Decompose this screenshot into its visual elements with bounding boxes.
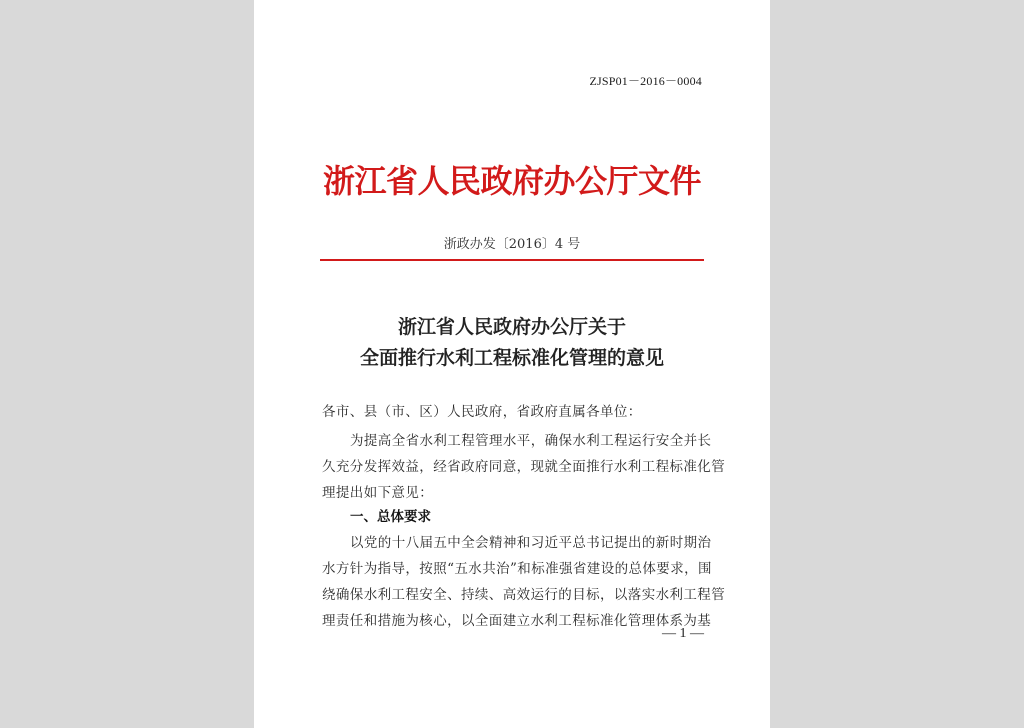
- section-heading: 一、总体要求: [350, 509, 431, 525]
- paragraph-1-line: 久充分发挥效益，经省政府同意，现就全面推行水利工程标准化管: [322, 459, 726, 475]
- document-title-line-1: 浙江省人民政府办公厅关于: [397, 316, 626, 338]
- paragraph-2-line: 水方针为指导，按照“五水共治”和标准强省建设的总体要求，围: [322, 561, 712, 577]
- paragraph-2-line: 理责任和措施为核心，以全面建立水利工程标准化管理体系为基: [322, 613, 712, 629]
- masthead-title: 浙江省人民政府办公厅文件: [322, 162, 701, 200]
- document-id: ZJSP01－2016－0004: [589, 74, 702, 88]
- paragraph-1-line: 理提出如下意见：: [322, 485, 434, 501]
- document-page: [254, 0, 770, 728]
- page-number: — 1 —: [662, 626, 704, 641]
- salutation: 各市、县（市、区）人民政府，省政府直属各单位：: [322, 404, 642, 420]
- document-title-line-2: 全面推行水利工程标准化管理的意见: [359, 347, 664, 369]
- paragraph-2-line: 以党的十八届五中全会精神和习近平总书记提出的新时期治: [350, 535, 712, 551]
- document-number: 浙政办发〔2016〕4 号: [443, 237, 581, 252]
- paragraph-1-line: 为提高全省水利工程管理水平，确保水利工程运行安全并长: [350, 433, 712, 449]
- red-divider-line: [320, 259, 704, 261]
- paragraph-2-line: 绕确保水利工程安全、持续、高效运行的目标，以落实水利工程管: [322, 587, 726, 603]
